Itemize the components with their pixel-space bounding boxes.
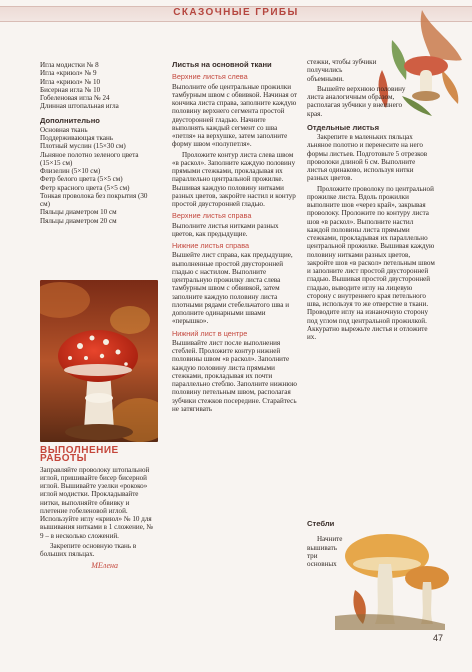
tool-item: Игла «криюл» № 10 [40,77,101,86]
paragraph: Вышивайте лист после выполнения стеблей. Проложите контур нижней половины швом «в раскол». Заполните каждую половину листа прямыми стежками, прокладывая их почти параллельно стеблю. Заполните нижнюю половину петельным швом, располагая зубчики стежков посередине. Старайтесь не затягивать [172,338,297,413]
paragraph: Вышейте верхнюю половину листа аналогичным образом, располагая зубчики у внешнего края. [307,84,406,118]
paragraph: Закрепите в маленьких пяльцах льняное полотно и перенесите на него формы листьев. Подготовьте 5 отрезков проволоки длиной 6 см. Выполните листья одинаково, используя нитки разных цветов. [307,133,428,183]
section-heading: Отдельные листья [307,122,379,132]
fly-agaric-photo [40,280,158,442]
material-item: Флизелин (5×10 см) [40,167,101,175]
tool-item: Игла «криюл» № 9 [40,69,97,78]
tool-item: Длинная штопальная игла [40,102,119,111]
subsection-heading: Нижние листья справа [172,241,250,250]
extra-heading: Дополнительно [40,115,100,125]
paragraph: Выполните обе центральные прожилки тамбурным швом с обвивкой. Начиная от кончика листа справа, заполните каждую половину верхнего сегмента простой двусторонней гладью. Начните выполнять каждый сегмент со шва «петля» на верхушке, затем заполните форму швом «полупетля». [172,82,297,149]
material-item: Поддерживающая ткань [40,134,114,142]
page-number: 47 [433,633,444,643]
material-item: Льняное полотно зеленого цвета (15×15 см) [40,150,139,167]
section-heading: Стебли [307,519,335,528]
paragraph: Вышейте лист справа, как предыдущие, выполненные простой двусторонней гладью с настилом. Выполните центральную прожилку листа слева тамбурным швом с обвивкой, затем заполните каждую половину листа плотными рядами стебельчатого шва и дополните одинарными швами «перышко». [172,251,293,326]
tool-item: Игла модистки № 8 [40,61,99,69]
paragraph: Проложите проволоку по центральной прожилке листа. Вдоль прожилки выполните шов «через край», закрывая проволоку. Проложите по контуру листа шов «в раскол». Выполните настил каждой половины листа прямыми стежками, прокладывая их параллельно центральной прожилке. Вышивая каждую половину нитками разных цветов, закройте шов «в раскол» петельным швом и заполните лист простой двусторонней гладью. Вышивая простой двусторонней гладью, выводите иглу на лицевую сторону с внутреннего края петельного шва, используя то же отверстие в ткани. Проводите иглу на изнаночную сторону под углом под центральной прожилкой. Аккуратно вырежьте листья и отложите их. [307,184,435,341]
paragraph: Проложите контур листа слева швом «в раскол». Заполните каждую половину прямыми стежками, прокладывая их параллельно центральной прожилке. Вышивая каждую половину нитками разных цветов, закройте настил и контур простой двусторонней гладью. [172,150,296,208]
subsection-heading: Верхние листья справа [172,211,252,221]
author-signature: MЕлена [91,561,118,571]
tool-item: Бисерная игла № 10 [40,85,101,94]
subsection-heading: Верхние листья слева [172,72,248,82]
mushroom-illustration-bottom [295,520,450,630]
material-item: Фетр красного цвета (5×5 см) [40,183,130,192]
work-section [40,447,158,571]
page-title: СКАЗОЧНЫЕ ГРИБЫ [173,7,299,18]
work-paragraph: Закрепите основную ткань в больших пяльцах. [40,541,137,558]
material-item: Пяльцы диаметром 20 см [40,216,117,225]
paragraph: стежки, чтобы зубчики получились объемными. [307,58,377,83]
material-item: Фетр белого цвета (5×5 см) [40,175,123,184]
paragraph: Выполните листья нитками разных цветов, как предыдущие. [172,221,279,238]
column-right [307,58,435,343]
subsection-heading: Нижний лист в центре [172,328,248,338]
tool-item: Гобеленовая игла № 24 [40,94,110,102]
paragraph: Начните вышивать три основных [307,535,343,569]
section-heading: Листья на основной ткани [172,60,272,69]
work-heading: ВЫПОЛНЕНИЕ РАБОТЫ [40,445,119,465]
column-left [40,61,158,225]
material-item: Плотный муслин (15×30 см) [40,142,126,151]
material-item: Пяльцы диаметром 10 см [40,208,117,217]
material-item: Тонкая проволока без покрытия (30 см) [40,191,148,208]
column-middle [172,61,298,415]
material-item: Основная ткань [40,125,88,134]
work-paragraph: Заправляйте проволоку штопальной иглой, пришивайте бисер бисерной иглой. Вышивайте узелки «рококо» иглой модистки. Прокладывайте нитки, выполняйте обвивку и плетение гобеленовой иглой. Используйте иглу «криюл» № 10 для вышивания нитками в 1 сложение, № 9 – в несколько сложений. [40,465,154,540]
